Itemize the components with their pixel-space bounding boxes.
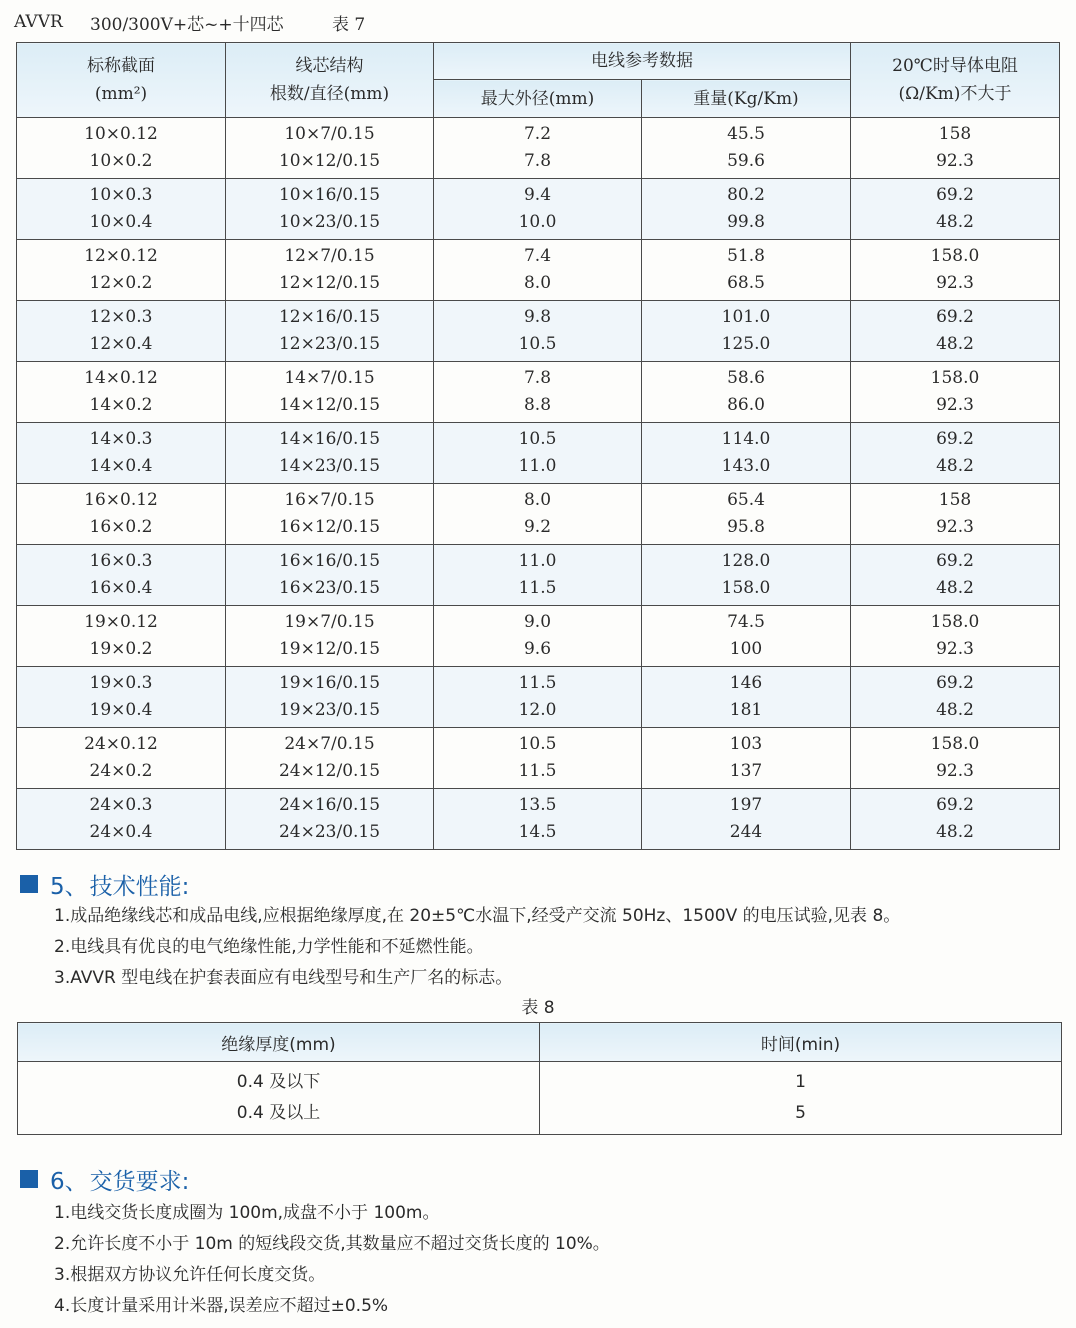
cell-max-od <box>434 667 642 728</box>
section-5-number: 5、 <box>50 873 88 900</box>
cell-structure-value: 19×23/0.15 <box>278 700 381 720</box>
section-5-item-2: 2.电线具有优良的电气绝缘性能,力学性能和不延燃性能。 <box>54 937 484 957</box>
cell-structure-value: 10×7/0.15 <box>284 124 375 144</box>
cell-structure <box>226 423 434 484</box>
cell-area-value: 19×0.12 <box>84 612 158 632</box>
caption-table-number: 表 7 <box>332 14 366 35</box>
header-resistance-label: 20℃时导体电阻 <box>892 56 1018 76</box>
cell-area-value: 14×0.12 <box>84 368 158 388</box>
section-5-title: 技术性能: <box>89 873 190 900</box>
cell-structure-value: 14×12/0.15 <box>278 395 381 415</box>
cell-structure <box>226 362 434 423</box>
cell-resistance <box>851 545 1060 606</box>
table-row <box>17 301 1060 362</box>
table-row <box>17 362 1060 423</box>
caption-spec: 300/300V+芯~+十四芯 <box>90 14 284 35</box>
cell-weight-value: 143.0 <box>721 456 771 476</box>
cell-weight-value: 86.0 <box>727 395 765 415</box>
cell-weight-value: 51.8 <box>727 246 765 266</box>
header-weight: 重量(Kg/Km) <box>642 80 851 118</box>
cell-area <box>17 606 226 667</box>
cell-max-od <box>434 301 642 362</box>
section-5-items <box>54 901 900 994</box>
cell-resistance <box>851 240 1060 301</box>
cell-weight-value: 58.6 <box>727 368 765 388</box>
cell-area <box>17 728 226 789</box>
cell-weight-value: 128.0 <box>721 551 771 571</box>
cell-weight <box>642 301 851 362</box>
cell-area-value: 19×0.2 <box>89 639 153 659</box>
thickness-value: 0.4 及以上 <box>236 1103 321 1123</box>
cell-thickness <box>18 1062 540 1135</box>
cell-weight <box>642 667 851 728</box>
cell-structure <box>226 301 434 362</box>
cell-resistance <box>851 301 1060 362</box>
cell-area-value: 14×0.4 <box>89 456 153 476</box>
cell-structure-value: 14×23/0.15 <box>278 456 381 476</box>
cell-max-od <box>434 545 642 606</box>
section-6-items <box>54 1198 610 1322</box>
cell-weight-value: 244 <box>729 822 763 842</box>
cell-structure <box>226 484 434 545</box>
cell-area-value: 12×0.3 <box>89 307 153 327</box>
cell-max-od-value: 8.0 <box>523 273 552 293</box>
cell-resistance-value: 69.2 <box>936 795 974 815</box>
table-row <box>17 728 1060 789</box>
table-row <box>17 179 1060 240</box>
table8-title: 表 8 <box>521 998 555 1018</box>
cell-area-value: 14×0.3 <box>89 429 153 449</box>
cell-area <box>17 179 226 240</box>
cell-resistance-value: 48.2 <box>936 822 974 842</box>
cell-area-value: 24×0.3 <box>89 795 153 815</box>
cell-resistance-value: 92.3 <box>936 761 974 781</box>
cell-weight-value: 74.5 <box>727 612 765 632</box>
cell-max-od-value: 9.8 <box>523 307 552 327</box>
header-reference-data: 电线参考数据 <box>434 43 851 80</box>
cell-max-od-value: 14.5 <box>518 822 557 842</box>
time-value: 1 <box>795 1072 806 1092</box>
cell-max-od-value: 9.4 <box>523 185 552 205</box>
cell-max-od <box>434 606 642 667</box>
cell-time <box>540 1062 1062 1135</box>
cell-structure <box>226 728 434 789</box>
cell-resistance <box>851 606 1060 667</box>
cell-structure <box>226 789 434 850</box>
cell-resistance <box>851 667 1060 728</box>
cell-area-value: 16×0.12 <box>84 490 158 510</box>
cell-area-value: 16×0.2 <box>89 517 153 537</box>
cell-resistance-value: 69.2 <box>936 673 974 693</box>
cell-structure-value: 19×7/0.15 <box>284 612 375 632</box>
cell-max-od <box>434 118 642 179</box>
cell-max-od-value: 11.5 <box>518 673 557 693</box>
cell-resistance-value: 92.3 <box>936 273 974 293</box>
cell-area <box>17 118 226 179</box>
cell-structure-value: 16×12/0.15 <box>278 517 381 537</box>
cell-structure-value: 12×16/0.15 <box>278 307 381 327</box>
cell-area <box>17 362 226 423</box>
cell-structure-value: 10×23/0.15 <box>278 212 381 232</box>
cell-resistance <box>851 179 1060 240</box>
table7 <box>16 42 1060 850</box>
cell-resistance-value: 48.2 <box>936 456 974 476</box>
cell-structure-value: 12×7/0.15 <box>284 246 375 266</box>
table-row <box>17 118 1060 179</box>
cell-max-od-value: 10.5 <box>518 429 557 449</box>
cell-max-od-value: 9.6 <box>523 639 552 659</box>
cell-resistance-value: 48.2 <box>936 334 974 354</box>
cell-weight-value: 99.8 <box>727 212 765 232</box>
section-6-item-4: 4.长度计量采用计米器,误差应不超过±0.5% <box>54 1296 389 1316</box>
cell-structure-value: 16×23/0.15 <box>278 578 381 598</box>
cell-area-value: 24×0.4 <box>89 822 153 842</box>
cell-structure-value: 12×12/0.15 <box>278 273 381 293</box>
cell-structure-value: 16×7/0.15 <box>284 490 375 510</box>
cell-weight <box>642 118 851 179</box>
cell-structure-value: 24×7/0.15 <box>284 734 375 754</box>
cell-resistance <box>851 484 1060 545</box>
cell-max-od-value: 7.8 <box>523 151 552 171</box>
cell-max-od-value: 7.8 <box>523 368 552 388</box>
cell-resistance <box>851 423 1060 484</box>
cell-area-value: 24×0.12 <box>84 734 158 754</box>
section-5-item-3: 3.AVVR 型电线在护套表面应有电线型号和生产厂名的标志。 <box>54 968 513 988</box>
header-core-structure-label: 线芯结构 <box>295 56 364 76</box>
header-nominal-area <box>17 43 226 118</box>
cell-weight-value: 45.5 <box>727 124 765 144</box>
cell-max-od-value: 13.5 <box>518 795 557 815</box>
table-row <box>17 423 1060 484</box>
cell-resistance-value: 158.0 <box>930 612 980 632</box>
header-resistance <box>851 43 1060 118</box>
cell-structure-value: 12×23/0.15 <box>278 334 381 354</box>
cell-area-value: 19×0.3 <box>89 673 153 693</box>
header-nominal-area-unit: (mm²) <box>94 84 148 104</box>
cell-area-value: 14×0.2 <box>89 395 153 415</box>
cell-max-od <box>434 728 642 789</box>
cell-weight-value: 137 <box>729 761 763 781</box>
cell-max-od <box>434 240 642 301</box>
table-row <box>17 667 1060 728</box>
section-6-item-3: 3.根据双方协议允许任何长度交货。 <box>54 1265 326 1285</box>
table8 <box>17 1022 1062 1135</box>
header-core-structure <box>226 43 434 118</box>
cell-max-od-value: 9.2 <box>523 517 552 537</box>
cell-resistance-value: 92.3 <box>936 151 974 171</box>
thickness-value: 0.4 及以下 <box>236 1072 321 1092</box>
cell-resistance-value: 48.2 <box>936 700 974 720</box>
cell-resistance <box>851 362 1060 423</box>
table-row <box>17 545 1060 606</box>
cell-resistance-value: 69.2 <box>936 307 974 327</box>
cell-structure <box>226 667 434 728</box>
cell-area-value: 19×0.4 <box>89 700 153 720</box>
cell-weight-value: 101.0 <box>721 307 771 327</box>
cell-weight-value: 103 <box>729 734 763 754</box>
cell-resistance-value: 69.2 <box>936 551 974 571</box>
header-core-structure-sub: 根数/直径(mm) <box>269 84 390 104</box>
section-5-heading <box>20 868 189 900</box>
cell-max-od-value: 8.0 <box>523 490 552 510</box>
cell-structure-value: 14×16/0.15 <box>278 429 381 449</box>
cell-structure <box>226 118 434 179</box>
cell-max-od-value: 11.5 <box>518 578 557 598</box>
table-row <box>17 789 1060 850</box>
cell-area-value: 12×0.12 <box>84 246 158 266</box>
cell-area <box>17 423 226 484</box>
cell-structure-value: 14×7/0.15 <box>284 368 375 388</box>
cell-structure-value: 24×16/0.15 <box>278 795 381 815</box>
cell-max-od-value: 12.0 <box>518 700 557 720</box>
table7-caption <box>14 8 365 36</box>
cell-resistance-value: 69.2 <box>936 185 974 205</box>
cell-max-od-value: 10.5 <box>518 334 557 354</box>
cell-area-value: 10×0.12 <box>84 124 158 144</box>
cell-weight <box>642 240 851 301</box>
cell-resistance-value: 92.3 <box>936 395 974 415</box>
cell-area <box>17 667 226 728</box>
section-6-heading <box>20 1163 189 1195</box>
cell-max-od-value: 10.5 <box>518 734 557 754</box>
cell-structure-value: 19×16/0.15 <box>278 673 381 693</box>
cell-max-od <box>434 789 642 850</box>
cell-area-value: 10×0.4 <box>89 212 153 232</box>
cell-structure-value: 10×16/0.15 <box>278 185 381 205</box>
cell-weight-value: 95.8 <box>727 517 765 537</box>
cell-weight-value: 158.0 <box>721 578 771 598</box>
cell-max-od-value: 9.0 <box>523 612 552 632</box>
cell-structure <box>226 545 434 606</box>
cell-area <box>17 301 226 362</box>
cell-area <box>17 545 226 606</box>
table-row <box>17 240 1060 301</box>
cell-area-value: 12×0.4 <box>89 334 153 354</box>
cell-max-od-value: 11.0 <box>518 551 557 571</box>
cell-structure-value: 16×16/0.15 <box>278 551 381 571</box>
cell-area-value: 10×0.3 <box>89 185 153 205</box>
cell-resistance-value: 48.2 <box>936 578 974 598</box>
cell-structure-value: 24×23/0.15 <box>278 822 381 842</box>
cell-weight <box>642 362 851 423</box>
cell-max-od-value: 8.8 <box>523 395 552 415</box>
cell-area <box>17 240 226 301</box>
header-nominal-area-label: 标称截面 <box>87 56 155 76</box>
cell-max-od <box>434 179 642 240</box>
cell-max-od-value: 7.2 <box>523 124 552 144</box>
caption-model: AVVR <box>14 12 63 32</box>
cell-max-od <box>434 484 642 545</box>
cell-resistance-value: 69.2 <box>936 429 974 449</box>
cell-resistance-value: 158.0 <box>930 368 980 388</box>
cell-resistance <box>851 789 1060 850</box>
cell-area-value: 16×0.3 <box>89 551 153 571</box>
section-6-item-1: 1.电线交货长度成圈为 100m,成盘不小于 100m。 <box>54 1203 440 1223</box>
cell-resistance <box>851 728 1060 789</box>
time-value: 5 <box>795 1103 806 1123</box>
cell-weight-value: 100 <box>729 639 763 659</box>
section-bullet-icon <box>20 875 38 893</box>
header-resistance-sub: (Ω/Km)不大于 <box>898 84 1012 104</box>
cell-area-value: 24×0.2 <box>89 761 153 781</box>
cell-max-od-value: 11.5 <box>518 761 557 781</box>
cell-weight-value: 181 <box>729 700 763 720</box>
table-row <box>17 484 1060 545</box>
cell-structure <box>226 179 434 240</box>
section-5-item-1: 1.成品绝缘线芯和成品电线,应根据绝缘厚度,在 20±5℃水温下,经受产交流 50Hz、1500V 的电压试验,见表 8。 <box>54 906 901 926</box>
cell-max-od-value: 7.4 <box>523 246 552 266</box>
table-row <box>18 1062 1062 1135</box>
cell-resistance-value: 158 <box>938 124 972 144</box>
cell-structure <box>226 606 434 667</box>
cell-weight-value: 197 <box>729 795 763 815</box>
cell-structure-value: 24×12/0.15 <box>278 761 381 781</box>
cell-weight <box>642 423 851 484</box>
cell-weight-value: 80.2 <box>727 185 765 205</box>
cell-weight <box>642 606 851 667</box>
cell-weight-value: 125.0 <box>721 334 771 354</box>
cell-max-od-value: 10.0 <box>518 212 557 232</box>
cell-weight-value: 146 <box>729 673 763 693</box>
header-time: 时间(min) <box>540 1023 1062 1062</box>
cell-weight-value: 65.4 <box>727 490 765 510</box>
cell-max-od <box>434 423 642 484</box>
cell-resistance-value: 92.3 <box>936 517 974 537</box>
cell-weight-value: 114.0 <box>721 429 771 449</box>
cell-weight-value: 59.6 <box>727 151 765 171</box>
cell-weight <box>642 545 851 606</box>
section-6-item-2: 2.允许长度不小于 10m 的短线段交货,其数量应不超过交货长度的 10%。 <box>54 1234 610 1254</box>
cell-max-od-value: 11.0 <box>518 456 557 476</box>
cell-weight <box>642 179 851 240</box>
cell-weight <box>642 728 851 789</box>
cell-resistance <box>851 118 1060 179</box>
header-insulation-thickness: 绝缘厚度(mm) <box>18 1023 540 1062</box>
cell-resistance-value: 158.0 <box>930 734 980 754</box>
cell-weight <box>642 484 851 545</box>
section-bullet-icon <box>20 1170 38 1188</box>
cell-structure-value: 10×12/0.15 <box>278 151 381 171</box>
cell-max-od <box>434 362 642 423</box>
cell-weight-value: 68.5 <box>727 273 765 293</box>
section-6-number: 6、 <box>50 1168 88 1195</box>
cell-area <box>17 789 226 850</box>
cell-resistance-value: 158.0 <box>930 246 980 266</box>
cell-weight <box>642 789 851 850</box>
cell-area-value: 16×0.4 <box>89 578 153 598</box>
section-6-title: 交货要求: <box>89 1168 190 1195</box>
cell-resistance-value: 92.3 <box>936 639 974 659</box>
cell-area-value: 12×0.2 <box>89 273 153 293</box>
cell-resistance-value: 158 <box>938 490 972 510</box>
cell-structure-value: 19×12/0.15 <box>278 639 381 659</box>
cell-area-value: 10×0.2 <box>89 151 153 171</box>
cell-structure <box>226 240 434 301</box>
cell-resistance-value: 48.2 <box>936 212 974 232</box>
table-row <box>17 606 1060 667</box>
header-max-od: 最大外径(mm) <box>434 80 642 118</box>
cell-area <box>17 484 226 545</box>
